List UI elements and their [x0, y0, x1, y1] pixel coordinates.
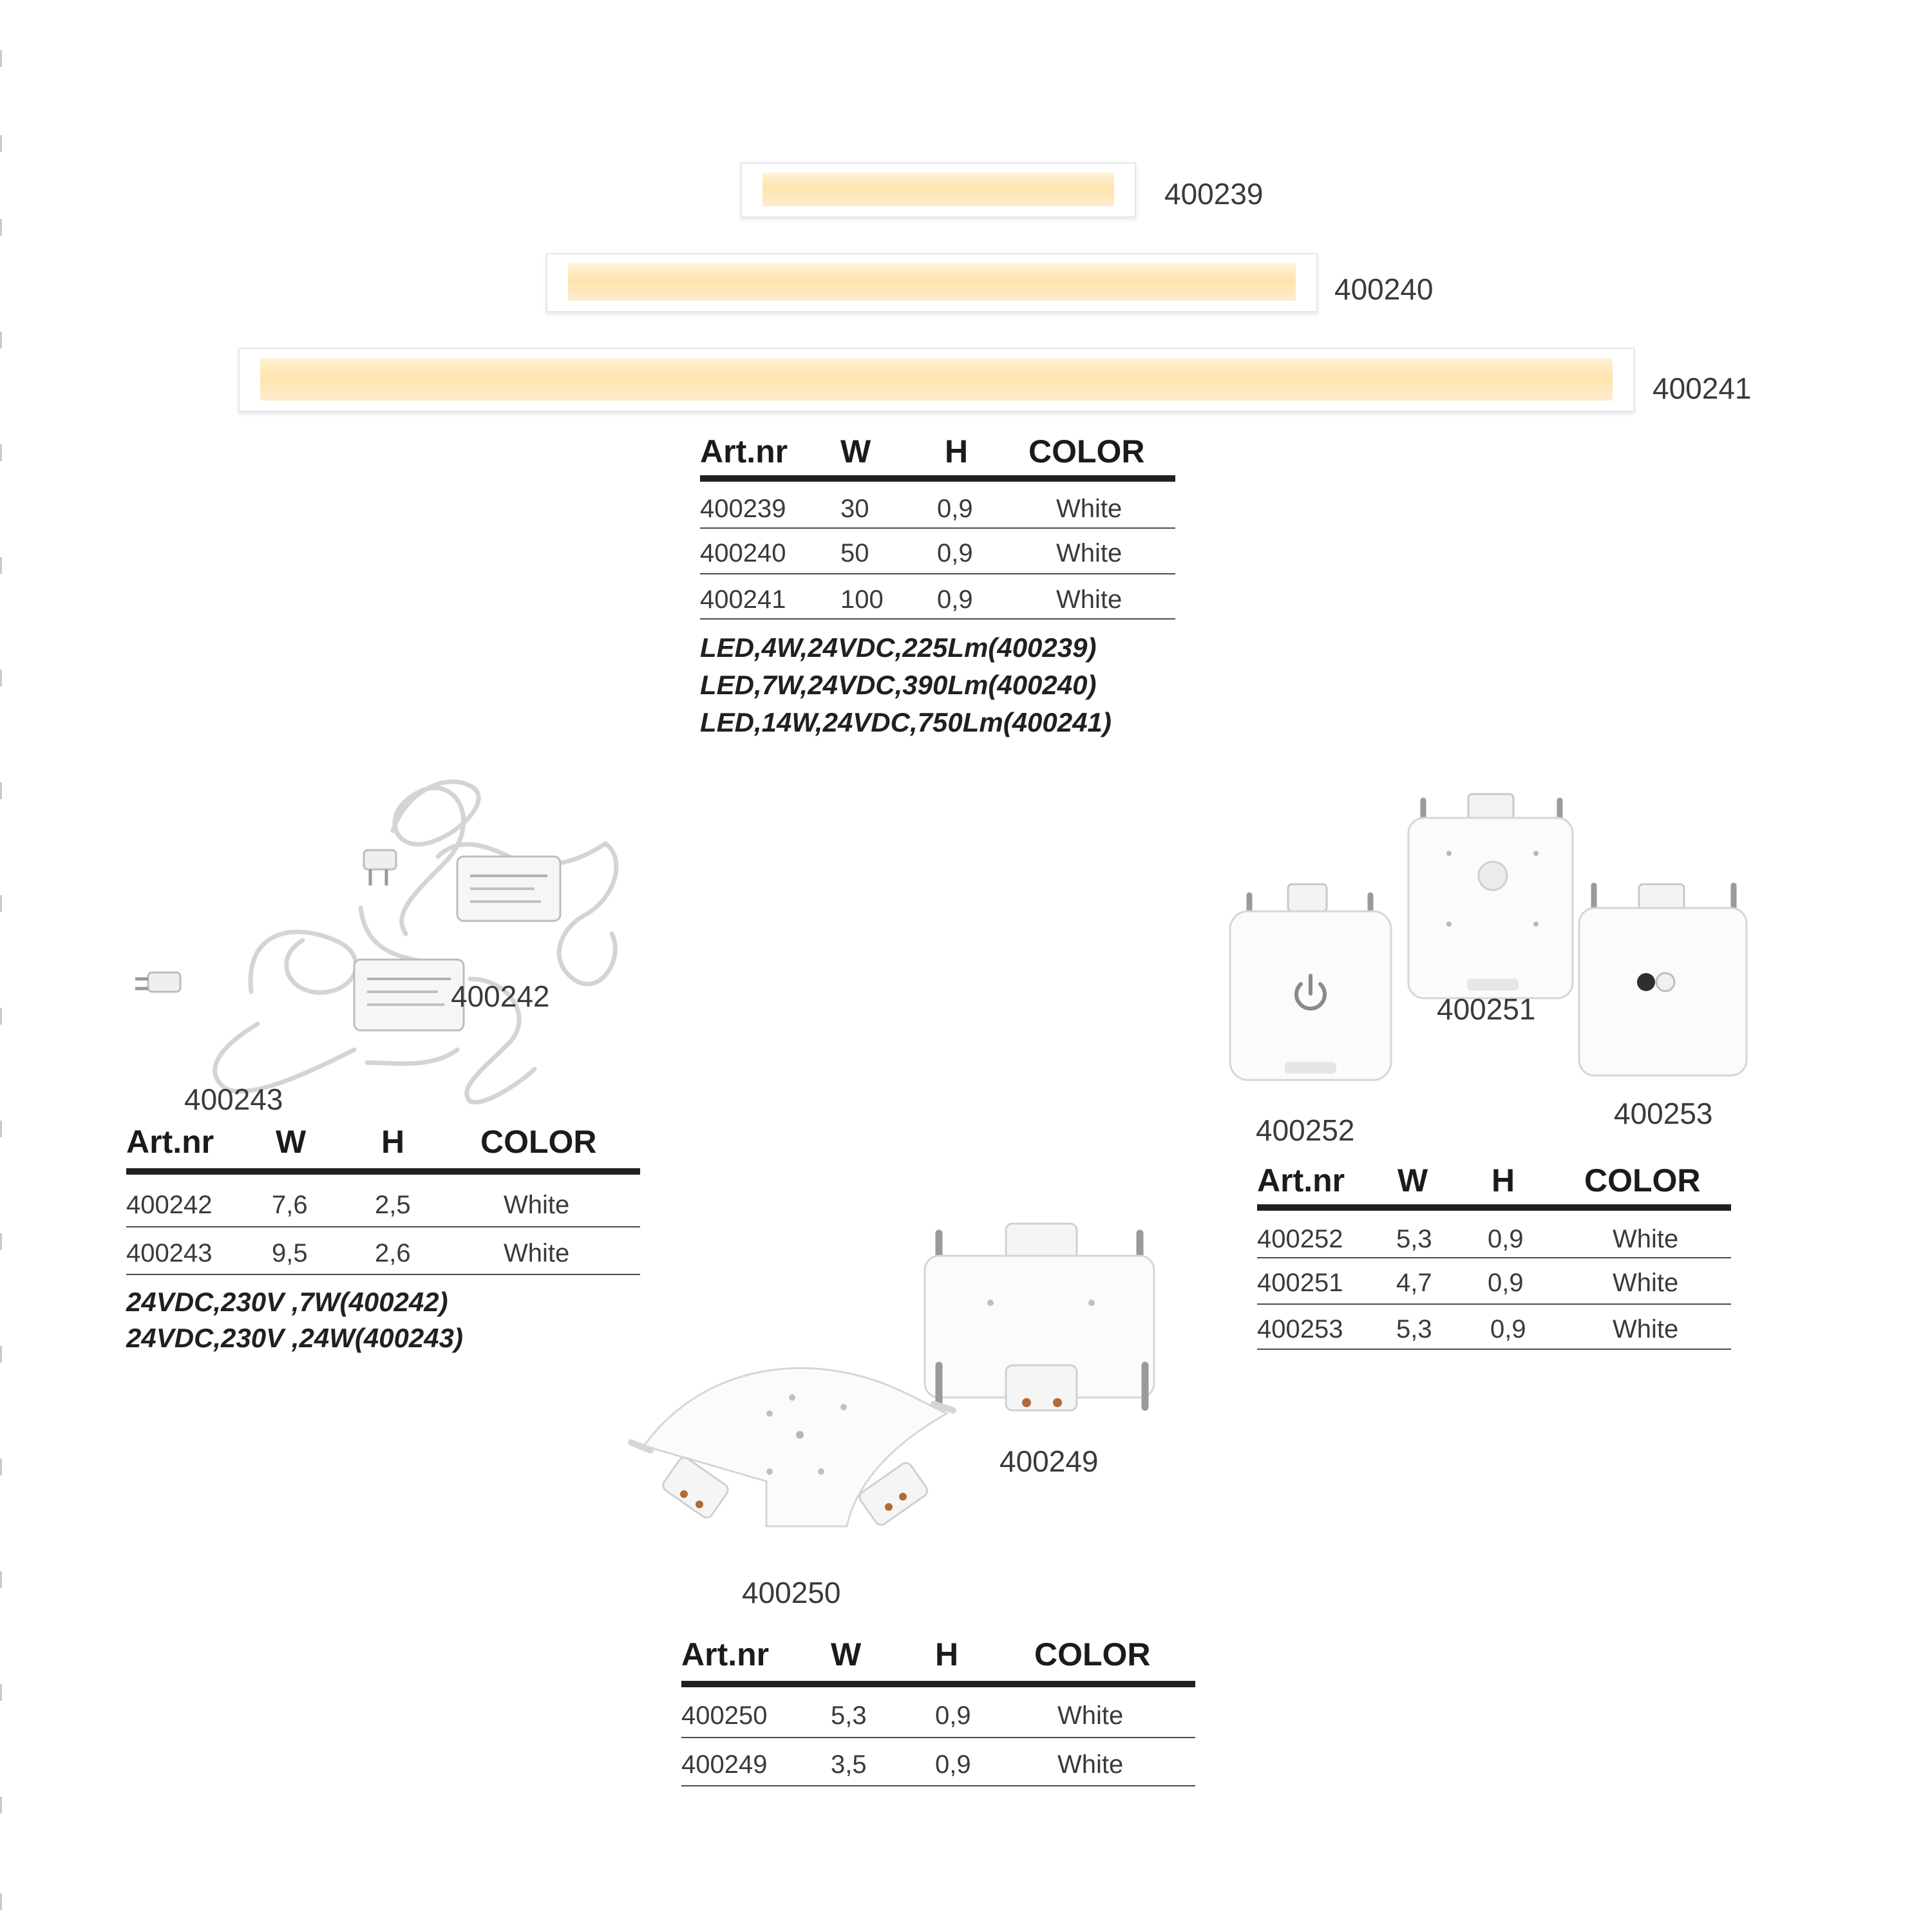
- cell-art: 400251: [1257, 1269, 1343, 1297]
- margin-tick: [0, 332, 2, 348]
- spec-table-switches: [1257, 1162, 1731, 1355]
- margin-tick: [0, 1893, 2, 1910]
- spec-note: LED,14W,24VDC,750Lm(400241): [700, 707, 1112, 737]
- header-art: Art.nr: [1257, 1162, 1345, 1198]
- margin-tick: [0, 557, 2, 574]
- cell-w: 30: [840, 495, 869, 523]
- label-400242: 400242: [451, 980, 550, 1013]
- cell-art: 400243: [126, 1239, 213, 1267]
- cell-color: White: [504, 1191, 570, 1219]
- label-400252: 400252: [1256, 1113, 1355, 1147]
- header-w: W: [831, 1636, 862, 1672]
- spec-note: 24VDC,230V ,7W(400242): [126, 1287, 448, 1317]
- cell-art: 400239: [700, 495, 786, 523]
- header-art: Art.nr: [126, 1124, 214, 1160]
- header-art: Art.nr: [681, 1636, 770, 1672]
- header-w: W: [276, 1124, 307, 1160]
- led-bar-400241-image: [238, 348, 1634, 412]
- cell-h: 0,9: [937, 495, 973, 523]
- header-h: H: [945, 433, 969, 469]
- cell-h: 0,9: [1490, 1315, 1526, 1343]
- header-color: COLOR: [1584, 1162, 1701, 1198]
- cell-w: 4,7: [1396, 1269, 1432, 1297]
- margin-tick: [0, 1121, 2, 1137]
- header-h: H: [1492, 1162, 1515, 1198]
- cell-color: White: [1057, 1750, 1124, 1779]
- cell-w: 5,3: [1396, 1225, 1432, 1253]
- label-400249: 400249: [999, 1444, 1099, 1478]
- cell-h: 0,9: [935, 1750, 971, 1779]
- cell-color: White: [1613, 1225, 1679, 1253]
- spec-table-drivers: [126, 1123, 640, 1278]
- spec-table-led-bars: [700, 433, 1175, 626]
- cell-color: White: [1613, 1269, 1679, 1297]
- cell-art: 400241: [700, 585, 786, 614]
- cell-art: 400242: [126, 1191, 213, 1219]
- switch-modules-image: [1224, 789, 1765, 1111]
- connector-400249: [925, 1224, 1154, 1410]
- label-400253: 400253: [1614, 1097, 1713, 1130]
- margin-tick: [0, 1459, 2, 1475]
- cell-color: White: [1056, 495, 1122, 523]
- cell-w: 5,3: [1396, 1315, 1432, 1343]
- margin-tick: [0, 1797, 2, 1814]
- spec-note: LED,7W,24VDC,390Lm(400240): [700, 670, 1097, 700]
- cell-art: 400249: [681, 1750, 768, 1779]
- cell-color: White: [1613, 1315, 1679, 1343]
- cell-w: 3,5: [831, 1750, 867, 1779]
- led-driver-image: [122, 766, 638, 1114]
- cell-art: 400252: [1257, 1225, 1343, 1253]
- cell-color: White: [1056, 539, 1122, 567]
- margin-tick: [0, 1008, 2, 1025]
- cell-w: 5,3: [831, 1701, 867, 1730]
- margin-tick: [0, 1346, 2, 1363]
- connectors-image: [625, 1211, 1179, 1571]
- cell-h: 0,9: [1488, 1225, 1524, 1253]
- margin-tick: [0, 50, 2, 67]
- margin-tick: [0, 1571, 2, 1588]
- cell-w: 50: [840, 539, 869, 567]
- label-400239: 400239: [1164, 177, 1264, 211]
- spec-note: LED,4W,24VDC,225Lm(400239): [700, 632, 1097, 663]
- switch-400251: [1408, 794, 1573, 998]
- connector-400250: [631, 1368, 953, 1527]
- margin-tick: [0, 782, 2, 799]
- cell-color: White: [1056, 585, 1122, 614]
- cell-art: 400250: [681, 1701, 768, 1730]
- led-bar-400240-image: [546, 253, 1318, 312]
- spec-note: 24VDC,230V ,24W(400243): [126, 1323, 463, 1353]
- cell-color: White: [1057, 1701, 1124, 1730]
- cell-color: White: [504, 1239, 570, 1267]
- margin-tick: [0, 670, 2, 687]
- header-color: COLOR: [480, 1124, 597, 1160]
- led-bar-400239-image: [741, 162, 1136, 218]
- margin-tick: [0, 444, 2, 461]
- label-400240: 400240: [1334, 272, 1434, 306]
- header-w: W: [840, 433, 871, 469]
- header-color: COLOR: [1028, 433, 1145, 469]
- label-400250: 400250: [742, 1576, 841, 1609]
- margin-tick: [0, 895, 2, 912]
- header-color: COLOR: [1034, 1636, 1151, 1672]
- cell-h: 0,9: [935, 1701, 971, 1730]
- label-400243: 400243: [184, 1083, 283, 1116]
- cell-h: 2,5: [375, 1191, 411, 1219]
- margin-tick: [0, 1684, 2, 1701]
- cell-h: 0,9: [937, 539, 973, 567]
- cell-art: 400240: [700, 539, 786, 567]
- cell-h: 0,9: [937, 585, 973, 614]
- cell-w: 7,6: [272, 1191, 308, 1219]
- cell-h: 2,6: [375, 1239, 411, 1267]
- label-400251: 400251: [1437, 992, 1536, 1026]
- cell-w: 100: [840, 585, 884, 614]
- header-h: H: [381, 1124, 405, 1160]
- header-h: H: [935, 1636, 959, 1672]
- spec-table-connectors: [681, 1636, 1195, 1790]
- cell-w: 9,5: [272, 1239, 308, 1267]
- margin-tick: [0, 219, 2, 236]
- label-400241: 400241: [1653, 372, 1752, 405]
- margin-tick: [0, 135, 2, 152]
- cell-h: 0,9: [1488, 1269, 1524, 1297]
- header-art: Art.nr: [700, 433, 788, 469]
- header-w: W: [1397, 1162, 1428, 1198]
- cell-art: 400253: [1257, 1315, 1343, 1343]
- switch-400253: [1579, 884, 1747, 1075]
- margin-tick: [0, 1233, 2, 1250]
